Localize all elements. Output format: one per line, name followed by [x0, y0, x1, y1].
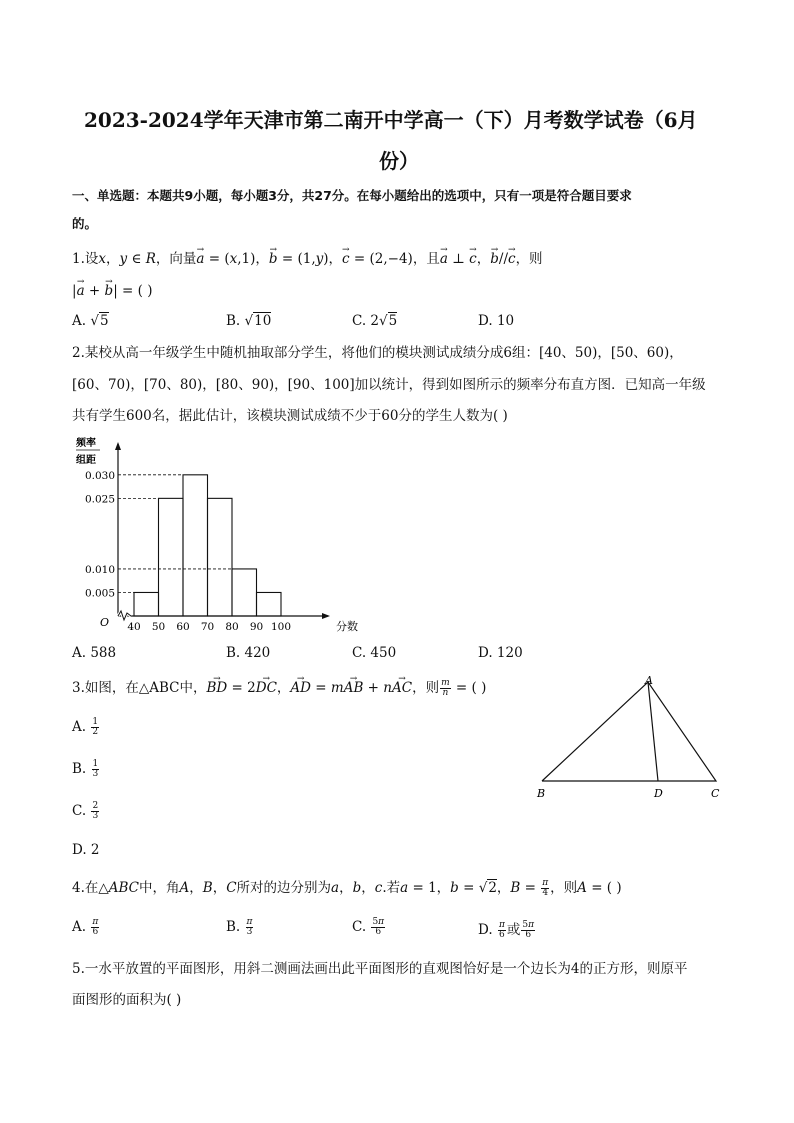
- section-header: 一、单选题：本题共9小题，每小题3分，共27分。在每小题给出的选项中，只有一项是符合题目要求: [72, 188, 632, 203]
- q3-option-b[interactable]: B. $\frac{1}{3}$: [72, 759, 99, 779]
- label-b: B: [537, 787, 546, 800]
- exam-title-line2: 份）: [379, 149, 419, 173]
- triangle-figure: [530, 672, 730, 804]
- x-tick-label: 100: [270, 621, 292, 633]
- q1-option-c[interactable]: C. 2√5: [352, 313, 398, 329]
- question-5-line1: 5.一水平放置的平面图形，用斜二测画法画出此平面图形的直观图恰好是一个边长为4的正方形，则原平: [72, 961, 688, 977]
- q1-option-a[interactable]: A. √5: [72, 313, 109, 329]
- frequency-histogram: [66, 436, 376, 636]
- y-tick-label: 0.030: [84, 469, 115, 482]
- q1-lead: 1.设: [72, 251, 99, 267]
- x-tick-label: 40: [127, 621, 141, 633]
- x-tick-label: 60: [176, 621, 190, 633]
- y-label-bottom: 组距: [76, 455, 96, 466]
- x-tick-label: 80: [225, 621, 239, 633]
- x-tick-label: 50: [151, 621, 166, 633]
- label-c: C: [711, 787, 720, 800]
- question-4-stem: 4.在△ABC中，角A，B，C所对的边分别为a，b，c.若a = 1，b = √2，B = $\frac{\pi}{4}$ ，则A = ( ): [72, 878, 622, 898]
- q1-option-d[interactable]: D. 10: [478, 313, 515, 329]
- x-axis-label: 分数: [336, 620, 358, 633]
- q3-lead: 3.如图，在△ABC中，: [72, 680, 207, 696]
- q2-option-c[interactable]: C. 450: [352, 645, 397, 661]
- y-tick-label: 0.025: [84, 493, 115, 506]
- q4-option-d[interactable]: D. $\frac{\pi}{6}$ 或 $\frac{5\pi}{6}$: [478, 920, 535, 940]
- question-1-ask: |→ a + → b| = ( ): [72, 282, 152, 300]
- question-2-line3: 共有学生600名，据此估计，该模块测试成绩不少于60分的学生人数为( ): [72, 408, 508, 424]
- q4-option-c[interactable]: C. $\frac{5\pi}{6}$: [352, 917, 385, 937]
- q3-option-a[interactable]: A. $\frac{1}{2}$: [72, 717, 99, 737]
- histogram-bar: [208, 498, 233, 616]
- x-tick-label: 90: [249, 621, 264, 633]
- label-d: D: [654, 787, 663, 800]
- q2-option-b[interactable]: B. 420: [226, 645, 271, 661]
- triangle-abc: [542, 682, 716, 781]
- q1-option-b[interactable]: B. √10: [226, 313, 272, 329]
- q2-option-a[interactable]: A. 588: [72, 645, 117, 661]
- histogram-bar: [183, 475, 208, 616]
- segment-ad: [648, 682, 658, 781]
- q3-option-c[interactable]: C. $\frac{2}{3}$: [72, 801, 99, 821]
- histogram-bar: [232, 569, 257, 616]
- question-1-stem: 1.设x，y ∈ R，向量→ a = (x,1)，→ b = (1,y)，→ c = (2,−4)，且→ a ⊥ → c，→ b//→ c，则: [72, 250, 543, 268]
- question-3-stem: 3.如图，在△ABC中，→ BD = 2→ DC，→ AD = m→ AB + n→ AC，则 $\frac{m}{n}$ = ( ): [72, 679, 486, 698]
- y-axis-arrow: [115, 442, 121, 450]
- label-a: A: [645, 674, 653, 687]
- section-header-cont: 的。: [72, 216, 98, 231]
- x-axis-arrow: [322, 613, 330, 619]
- exam-title-line1: 2023-2024学年天津市第二南开中学高一（下）月考数学试卷（6月: [84, 108, 698, 132]
- y-tick-label: 0.010: [84, 563, 115, 576]
- question-2-line1: 2.某校从高一年级学生中随机抽取部分学生，将他们的模块测试成绩分成6组：[40、50)，[50、60)，: [72, 345, 683, 361]
- origin-label: O: [100, 616, 110, 629]
- y-tick-label: 0.005: [84, 587, 115, 600]
- q3-option-d[interactable]: D. 2: [72, 842, 100, 858]
- question-5-line2: 面图形的面积为( ): [72, 992, 182, 1008]
- histogram-bar: [159, 498, 184, 616]
- q4-option-b[interactable]: B. $\frac{\pi}{3}$: [226, 917, 253, 937]
- histogram-bar: [134, 592, 159, 616]
- q2-option-d[interactable]: D. 120: [478, 645, 523, 661]
- q4-option-a[interactable]: A. $\frac{\pi}{6}$: [72, 917, 99, 937]
- x-tick-label: 70: [200, 621, 215, 633]
- histogram-bar: [257, 592, 282, 616]
- y-label-top: 频率: [76, 438, 96, 449]
- question-2-line2: [60、70)，[70、80)，[80、90)，[90、100]加以统计，得到如图所示的频率分布直方图．已知高一年级: [72, 377, 706, 393]
